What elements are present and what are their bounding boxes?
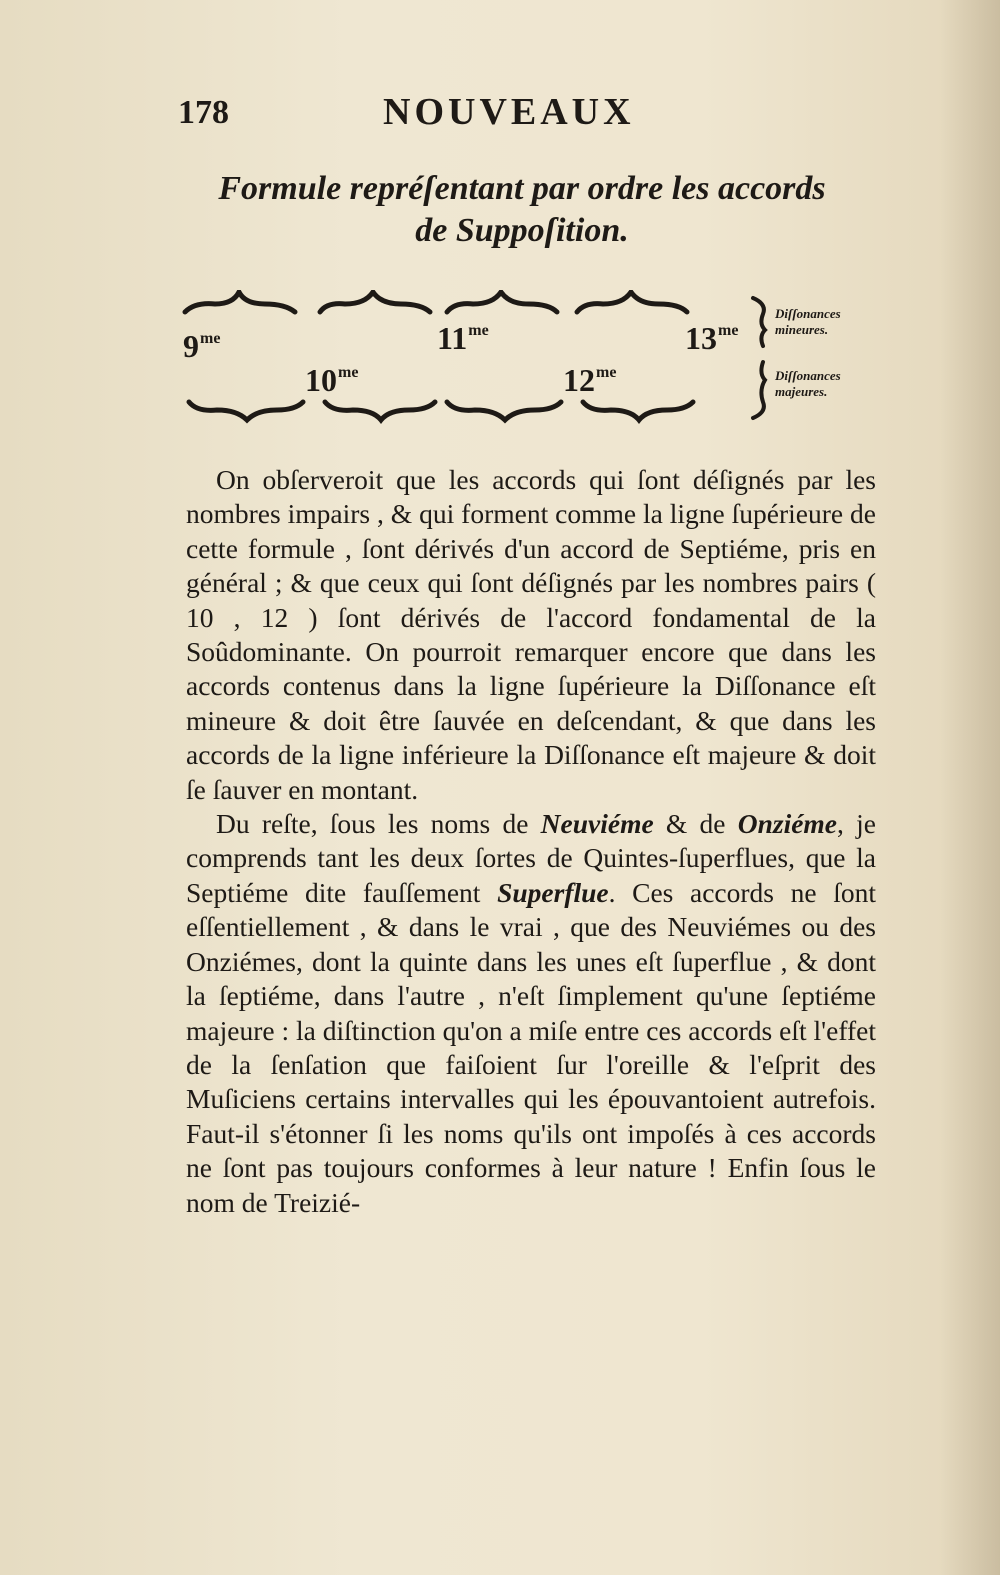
title-line-2: de Suppoſition. — [415, 212, 629, 249]
body-text — [186, 463, 876, 1220]
label-dissonances-mineures: Diſſonances mineures. — [775, 306, 841, 337]
interval-10: $10^{me}$ — [305, 362, 359, 398]
paragraph-2: Du reſte, ſous les noms de Neuviéme & de Onziéme, je comprends tant les deux ſortes de Quintes-ſuperflues, que la Septiéme dite fauſſement Superflue. Ces accords ne ſont eſſentiellement , & dans le vrai , que des Neuviémes ou des Onziémes, dont la quinte dans les unes eſt ſuperflue , & dont la ſeptiéme, dans l'autre , n'eſt ſimplement qu'une ſeptiéme majeure : la diſtinction qu'on a miſe entre ces accords eſt l'effet de la ſenſation que faiſoient ſur l'oreille & l'eſprit des Muſiciens certains intervalles qui les épouvantoient autrefois. Faut-il s'étonner ſi les noms qu'ils ont impoſés à ces accords ne ſont pas toujours conformes à leur nature ! Enfin ſous le nom de Treizié- — [186, 808, 877, 1218]
running-head: NOUVEAUX — [383, 91, 635, 133]
paragraph-1: On obſerveroit que les accords qui ſont déſignés par les nombres impairs , & qui forment comme la ligne ſupérieure de cette formule , ſont dérivés d'un accord de Septiéme, pris en général ; & que ceux qui ſont déſignés par les nombres pairs ( 10 , 12 ) ſont dérivés de l'accord fondamental de la Soûdominante. On pourroit remarquer encore que dans les accords contenus dans la ligne ſupérieure la Diſſonance eſt mineure & doit être ſauvée en deſcendant, & que dans les accords de la ligne inférieure la Diſſonance eſt majeure & doit ſe ſauver en montant. — [186, 464, 876, 805]
interval-9: $9^{me}$ — [183, 328, 221, 364]
upper-brace-3 — [447, 292, 557, 312]
supposition-formula — [175, 290, 875, 430]
right-brace-upper — [753, 298, 765, 346]
lower-brace-2 — [325, 402, 435, 420]
interval-13: $13^{me}$ — [685, 320, 739, 356]
page-edge-shadow — [940, 0, 1000, 1575]
interval-11: $11^{me}$ — [437, 320, 489, 356]
formula-braces — [175, 290, 875, 430]
upper-brace-2 — [320, 292, 430, 312]
section-title — [172, 168, 872, 252]
page-number: 178 — [178, 94, 229, 131]
label-dissonances-majeures: Diſſonances majeures. — [775, 368, 841, 399]
interval-12: $12^{me}$ — [563, 362, 617, 398]
title-line-1: Formule repréſentant par ordre les accords — [218, 170, 826, 207]
upper-brace-4 — [577, 292, 687, 312]
page-header — [178, 84, 688, 134]
lower-brace-3 — [447, 402, 561, 420]
lower-brace-4 — [583, 402, 693, 420]
right-brace-lower — [753, 362, 765, 418]
lower-brace-1 — [189, 402, 303, 420]
upper-brace-1 — [185, 292, 295, 312]
